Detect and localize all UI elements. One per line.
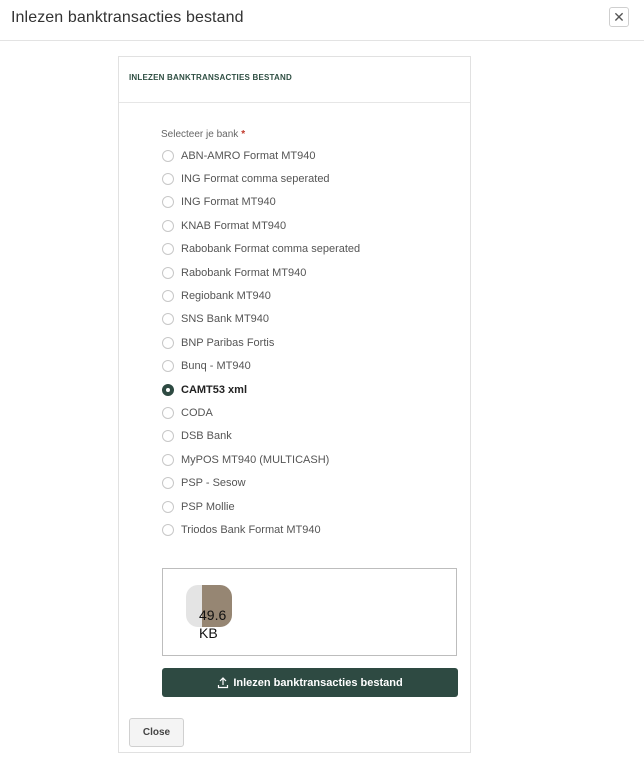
bank-option[interactable]	[162, 167, 360, 190]
bank-option[interactable]	[162, 144, 360, 167]
card-header	[119, 57, 470, 103]
bank-option[interactable]	[162, 401, 360, 424]
bank-option[interactable]	[162, 425, 360, 448]
bank-option-label: Regiobank MT940	[181, 290, 271, 303]
bank-option-label: ING Format MT940	[181, 196, 276, 209]
bank-option-label: DSB Bank	[181, 430, 232, 443]
bank-option-label: CAMT53 xml	[181, 383, 248, 396]
card-title: INLEZEN BANKTRANSACTIES BESTAND	[129, 73, 292, 82]
radio-unchecked-icon[interactable]	[162, 267, 174, 279]
bank-option[interactable]	[162, 471, 360, 494]
upload-icon	[217, 677, 229, 689]
bank-select-label	[161, 129, 245, 140]
bank-option[interactable]	[162, 308, 360, 331]
radio-unchecked-icon[interactable]	[162, 173, 174, 185]
modal-title: Inlezen banktransacties bestand	[11, 9, 244, 26]
import-card	[118, 56, 471, 753]
radio-unchecked-icon[interactable]	[162, 290, 174, 302]
bank-option[interactable]	[162, 284, 360, 307]
bank-option-label: Rabobank Format comma seperated	[181, 243, 361, 256]
bank-option-label: PSP - Sesow	[181, 477, 246, 490]
radio-unchecked-icon[interactable]	[162, 477, 174, 489]
bank-option[interactable]	[162, 214, 360, 237]
bank-option-label: ABN-AMRO Format MT940	[181, 149, 316, 162]
radio-unchecked-icon[interactable]	[162, 501, 174, 513]
close-icon[interactable]: ✕	[609, 7, 629, 27]
bank-option[interactable]	[162, 518, 360, 541]
bank-option[interactable]	[162, 331, 360, 354]
radio-unchecked-icon[interactable]	[162, 150, 174, 162]
import-transactions-button[interactable]	[162, 668, 458, 697]
bank-option-label: BNP Paribas Fortis	[181, 336, 275, 349]
radio-unchecked-icon[interactable]	[162, 407, 174, 419]
bank-option[interactable]	[162, 191, 360, 214]
radio-unchecked-icon[interactable]	[162, 430, 174, 442]
bank-option[interactable]	[162, 495, 360, 518]
file-upload-dropzone[interactable]	[162, 568, 457, 656]
radio-unchecked-icon[interactable]	[162, 454, 174, 466]
required-marker: *	[241, 129, 246, 140]
radio-unchecked-icon[interactable]	[162, 196, 174, 208]
radio-unchecked-icon[interactable]	[162, 313, 174, 325]
radio-unchecked-icon[interactable]	[162, 337, 174, 349]
bank-option-label: Rabobank Format MT940	[181, 266, 307, 279]
bank-option[interactable]	[162, 238, 360, 261]
bank-option-label: PSP Mollie	[181, 500, 235, 513]
bank-option-label: Triodos Bank Format MT940	[181, 523, 321, 536]
radio-checked-icon[interactable]	[162, 384, 174, 396]
close-button[interactable]: Close	[129, 718, 184, 747]
radio-unchecked-icon[interactable]	[162, 243, 174, 255]
bank-option[interactable]	[162, 378, 360, 401]
bank-option-label: SNS Bank MT940	[181, 313, 270, 326]
bank-radio-group	[162, 144, 360, 542]
radio-unchecked-icon[interactable]	[162, 360, 174, 372]
bank-option-label: Bunq - MT940	[181, 360, 251, 373]
bank-select-label-text: Selecteer je bank	[161, 129, 239, 140]
modal-header	[0, 0, 644, 41]
bank-option[interactable]	[162, 261, 360, 284]
import-transactions-label: Inlezen banktransacties bestand	[233, 676, 403, 689]
bank-option-label: MyPOS MT940 (MULTICASH)	[181, 453, 330, 466]
bank-option[interactable]	[162, 355, 360, 378]
bank-option-label: CODA	[181, 406, 213, 419]
file-size: 49.6 KB	[199, 607, 227, 641]
bank-option-label: ING Format comma seperated	[181, 173, 330, 186]
radio-unchecked-icon[interactable]	[162, 524, 174, 536]
bank-option[interactable]	[162, 448, 360, 471]
radio-unchecked-icon[interactable]	[162, 220, 174, 232]
bank-option-label: KNAB Format MT940	[181, 219, 287, 232]
